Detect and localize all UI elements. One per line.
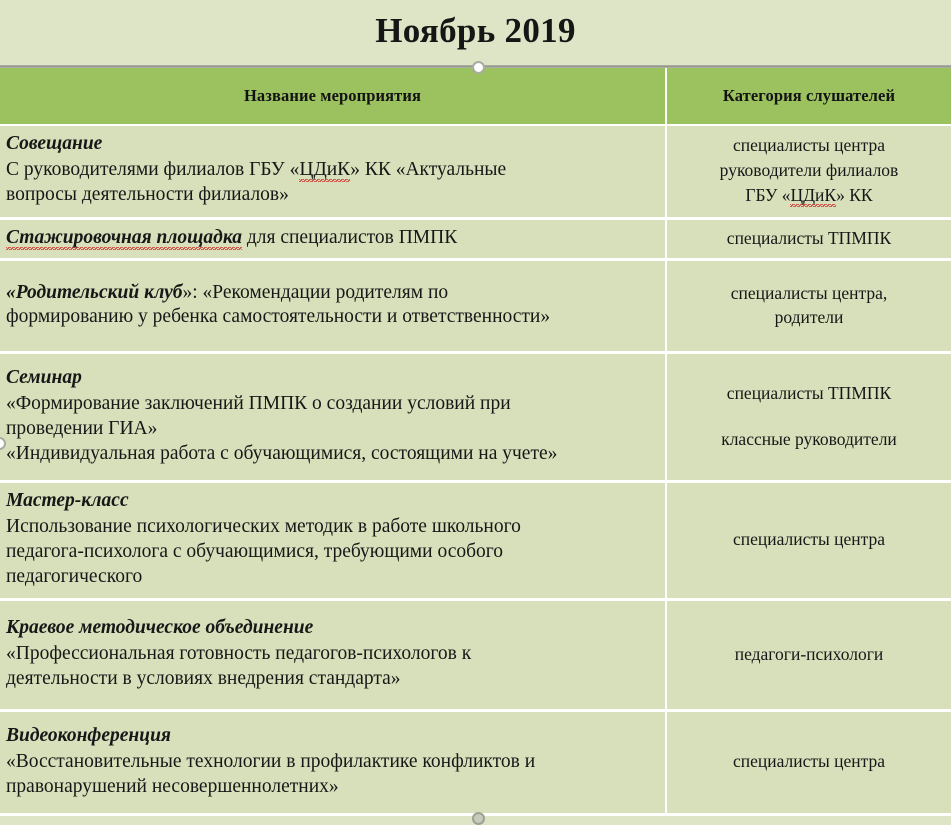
event-heading: «Родительский клуб: [6, 281, 183, 303]
event-cell[interactable]: [0, 482, 666, 600]
audience-cell[interactable]: [666, 600, 951, 711]
event-cell[interactable]: [0, 600, 666, 711]
table-row[interactable]: [0, 482, 951, 600]
event-heading: Краевое методическое объединение: [6, 617, 314, 639]
spellcheck-underline: Стажировочная площадка: [6, 226, 242, 248]
audience-line-spacer: [681, 405, 937, 427]
table-row[interactable]: [0, 218, 951, 260]
event-heading-tail: »: «Рекомендации родителям по: [182, 281, 449, 303]
event-description-line: «Восстановительные технологии в профилактике конфликтов и: [6, 750, 536, 772]
event-heading-line: [6, 281, 653, 306]
table-row[interactable]: [0, 600, 951, 711]
spellcheck-underline: ЦДиК: [790, 184, 837, 205]
event-heading: [6, 227, 242, 250]
audience-line: специалисты ТПМПК: [726, 382, 892, 403]
table-row[interactable]: [0, 260, 951, 353]
event-heading: Видеоконференция: [6, 724, 171, 746]
event-heading-line: [6, 226, 653, 251]
event-description-line: вопросы деятельности филиалов»: [6, 184, 289, 206]
event-heading: Совещание: [6, 133, 103, 155]
audience-line: родители: [774, 307, 844, 328]
event-heading: Семинар: [6, 367, 82, 389]
event-description-line: проведении ГИА»: [6, 417, 158, 439]
audience-line: специалисты ТПМПК: [726, 227, 892, 248]
event-description-line: формированию у ребенка самостоятельности и ответственности»: [6, 306, 551, 328]
audience-line: специалисты центра,: [730, 282, 888, 303]
event-cell[interactable]: [0, 353, 666, 482]
table-header: [0, 68, 951, 125]
event-cell[interactable]: [0, 711, 666, 815]
event-description-line: педагогического: [6, 566, 143, 588]
event-heading: Мастер-класс: [6, 490, 129, 512]
audience-cell[interactable]: [666, 218, 951, 260]
event-cell[interactable]: [0, 218, 666, 260]
event-description-line: Использование психологических методик в работе школьного: [6, 516, 521, 538]
spellcheck-underline: ЦДиК: [299, 159, 351, 181]
audience-line: специалисты центра: [732, 529, 886, 550]
audience-cell[interactable]: [666, 125, 951, 218]
audience-cell[interactable]: [666, 260, 951, 353]
top-center-resize-handle[interactable]: [472, 61, 485, 74]
audience-cell[interactable]: [666, 353, 951, 482]
event-description-line: «Профессиональная готовность педагогов-психологов к: [6, 643, 472, 665]
table-row[interactable]: [0, 353, 951, 482]
table-row[interactable]: [0, 125, 951, 218]
event-description-line: «Формирование заключений ПМПК о создании условий при: [6, 393, 511, 414]
audience-line: ГБУ «ЦДиК» КК: [745, 184, 873, 205]
table-row[interactable]: [0, 711, 951, 815]
event-heading-tail: для специалистов ПМПК: [241, 226, 458, 248]
audience-line: педагоги-психологи: [734, 643, 884, 664]
audience-line: руководители филиалов: [719, 159, 899, 180]
event-description-line: правонарушений несовершеннолетних»: [6, 775, 339, 797]
event-description-line: деятельности в условиях внедрения стандарта»: [6, 668, 401, 690]
event-description-line: педагога-психолога с обучающимися, требующими особого: [6, 541, 504, 563]
audience-cell[interactable]: [666, 482, 951, 600]
table-body: [0, 125, 951, 815]
slide-title-band: [0, 0, 951, 64]
agenda-table: [0, 68, 951, 816]
column-header-event: Название мероприятия: [0, 68, 666, 125]
audience-line: специалисты центра: [732, 751, 886, 772]
column-header-audience: Категория слушателей: [666, 68, 951, 125]
event-description-line: С руководителями филиалов ГБУ «ЦДиК» КК «Актуальные: [6, 159, 507, 181]
agenda-table-container: [0, 68, 951, 816]
table-header-row: [0, 68, 951, 125]
page-title: Ноябрь 2019: [375, 10, 576, 50]
event-cell[interactable]: [0, 260, 666, 353]
event-description-line: «Индивидуальная работа с обучающимися, состоящими на учете»: [6, 442, 558, 464]
audience-line: классные руководители: [721, 429, 897, 450]
audience-line: специалисты центра: [732, 134, 886, 155]
audience-cell[interactable]: [666, 711, 951, 815]
bottom-center-resize-handle[interactable]: [472, 812, 485, 825]
event-cell[interactable]: [0, 125, 666, 218]
